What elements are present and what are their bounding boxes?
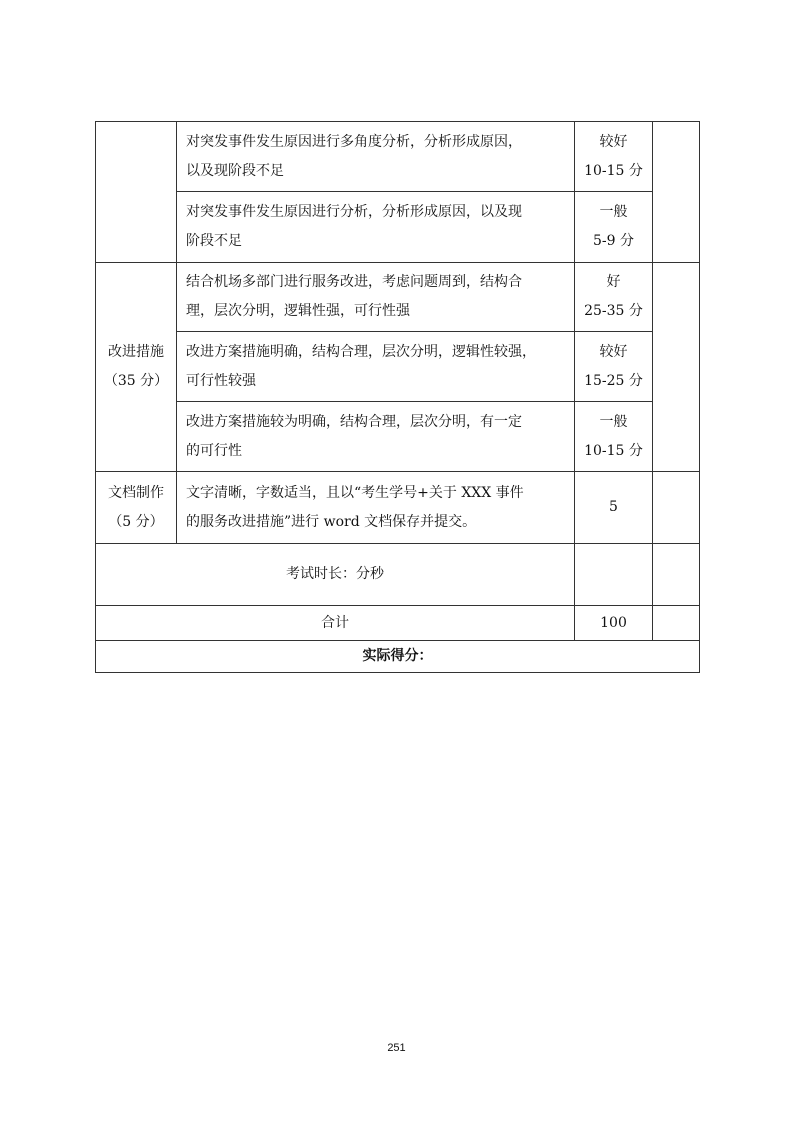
exam-time: 考试时长：分秒 [96,544,575,606]
table-row [96,192,700,263]
table-row [96,606,700,641]
table-row [96,544,700,606]
criteria-cell: 结合机场多部门进行服务改进，考虑问题周到，结构合 理，层次分明，逻辑性强，可行性强 [177,263,575,332]
score-cell: 5 [575,472,653,544]
score-range: 15-25 分 [584,372,643,389]
score-cell [575,332,653,402]
actual-score-cell [653,606,700,641]
scoring-table [95,121,700,673]
score-level: 一般 [599,413,628,430]
category-points: （5 分） [108,513,164,530]
page-number: 251 [387,1042,406,1054]
category-name: 改进措施 [108,344,164,360]
criteria-cell: 改进方案措施较为明确，结构合理，层次分明，有一定 的可行性 [177,402,575,472]
actual-score-cell [653,472,700,544]
score-level: 好 [606,274,621,290]
actual-score-cell [653,544,700,606]
actual-score-cell [653,122,700,263]
criteria-cell: 对突发事件发生原因进行分析，分析形成原因，以及现 阶段不足 [177,192,575,263]
actual-score-cell [653,263,700,472]
criteria-cell: 改进方案措施明确，结构合理，层次分明，逻辑性较强， 可行性较强 [177,332,575,402]
table-row [96,641,700,673]
table-row [96,472,700,544]
score-range: 5-9 分 [593,233,634,249]
criteria-cell: 文字清晰，字数适当，且以“考生学号+关于 XXX 事件 的服务改进措施”进行 word 文档保存并提交。 [177,472,575,544]
exam-time-value-cell [575,544,653,606]
category-points: （35 分） [103,373,169,389]
category-cell-doc [96,472,177,544]
score-range: 10-15 分 [584,442,643,459]
score-level: 较好 [599,343,628,360]
score-level: 较好 [599,133,628,150]
category-name: 文档制作 [108,484,164,501]
category-cell-improve [96,263,177,472]
table-row [96,122,700,192]
table-row [96,263,700,332]
score-cell [575,122,653,192]
category-cell-cause [96,122,177,263]
total-value: 100 [575,606,653,641]
score-cell [575,263,653,332]
score-cell [575,192,653,263]
score-range: 25-35 分 [584,303,643,319]
table-row [96,332,700,402]
score-range: 10-15 分 [584,162,643,179]
criteria-cell: 对突发事件发生原因进行多角度分析，分析形成原因， 以及现阶段不足 [177,122,575,192]
total-label: 合计 [96,606,575,641]
table-row [96,402,700,472]
score-level: 一般 [599,204,628,220]
actual-score-label: 实际得分： [96,641,700,673]
score-cell [575,402,653,472]
